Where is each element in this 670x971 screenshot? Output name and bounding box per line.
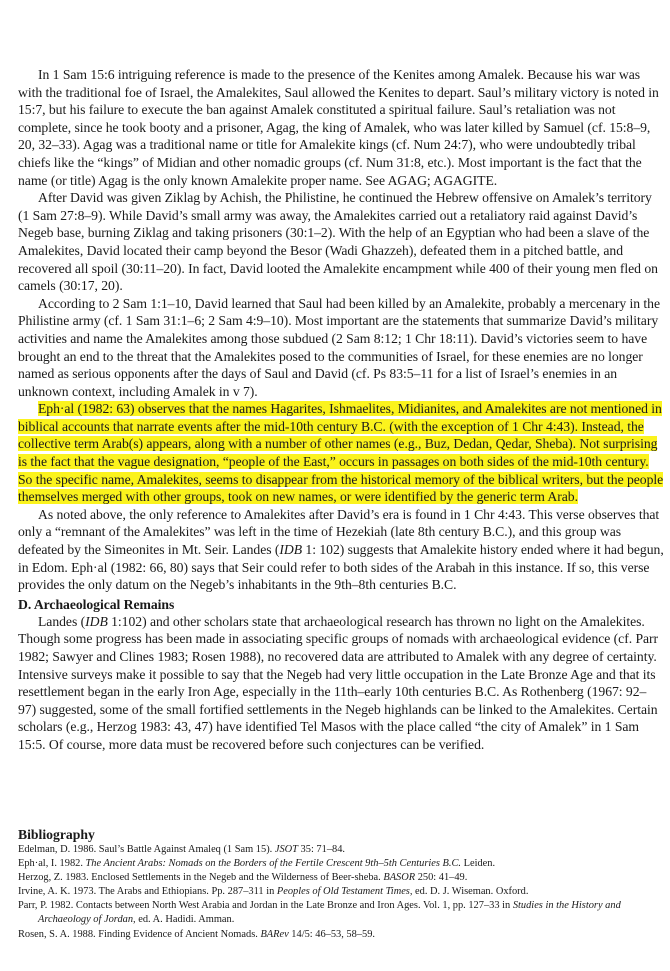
bibliography-section <box>18 826 668 942</box>
paragraph-highlighted-ephal <box>18 400 664 506</box>
text-span: As noted above, the only reference to Amalekites after David’s era is found in 1 Chr 4:43. This verse observes that only a “remnant of the Amalekites” was left in the time of Hezekiah (late 8th century <box>18 506 660 540</box>
text-span: As Rothenberg (1967: 92–97) suggested, some of the small fortified settlements in the Negeb highlands can be linked to the Amalekites. Certain scholars (e.g., Herzog 1983: 43, 47) have identified Tel Masos with the place called “the city of Amalek” in 1 Sam 15:5. Of course, more data must be recovered before such conjectures can be verified. <box>18 684 658 752</box>
bib-entry-irvine <box>18 885 668 899</box>
text-span: 1:102) and other scholars state that archaeological research has thrown no light on the Amalekites. Though some progress has been made in associating specific groups of nomads with archaeological evidence (cf. Parr 1982; Sawyer and Clines 1983; Rosen 1988), no recovered data are attributed to Amalek with any degree of certainty. Intensive surveys make it possible to say that the Negeb had very little occupation in the Late Bronze Age and that its resettlement began in the early Iron Age, especially in the 11th–early 10th centuries <box>18 613 659 700</box>
text-span: Eph·al, I. 1982. <box>18 858 86 870</box>
journal-title: BARev <box>260 928 289 940</box>
text-span: Rosen, S. A. 1988. Finding Evidence of Ancient Nomads. <box>18 928 261 940</box>
book-title: The Ancient Arabs: Nomads on the Borders of the Fertile Crescent 9th–5th Centuries B.C. <box>85 858 462 870</box>
text-span: ), and this group was defeated by the Simeonites in Mt. Seir. Landes ( <box>18 524 622 558</box>
article-body <box>18 66 664 754</box>
era-abbrev: B.C. <box>360 418 386 434</box>
idb-abbrev: IDB <box>85 613 108 629</box>
text-span: 250: 41–49. <box>415 872 468 884</box>
idb-abbrev: IDB <box>279 542 303 558</box>
paragraph-kenites: In 1 Sam 15:6 intriguing reference is made to the presence of the Kenites among Amalek. Because his war was with the traditional foe of Israel, the Amalekites, Saul allowed the Kenites to depart. Saul’s military victory is noted in 15:7, but his failure to execute the ban against Amalek constituted a spiritual failure. Saul’s retaliation was not complete, since he took booty and a prisoner, Agag, the king of Amalek, who was later killed by Samuel (cf. 15:8–9, 20, 32–33). Agag was a traditional name or title for Amalekite kings (cf. Num 24:7), who were undoubtedly tribal chiefs like the “kings” of Midian and other nomadic groups (cf. Num 31:8, etc.). Most important is the fact that the name (or title) Agag is the only known Amalekite proper name. See AGAG; AGAGITE. <box>18 67 659 188</box>
era-abbrev: B.C. <box>482 524 508 540</box>
text-span: 1: 102) suggests that Amalekite history ended where it had begun, in Edom. Eph·al (1982: 66, 80) says that Seir could refer to both sides of the Arabah in this instance. If so, this verse provides the only datum on the Negeb’s inhabitants in the 9th–8th centuries <box>18 542 664 593</box>
bib-entry-rosen <box>18 928 668 942</box>
bib-entry-parr <box>18 899 668 927</box>
text-span: 14/5: 46–53, 58–59. <box>288 928 376 940</box>
paragraph-david-victories: According to 2 Sam 1:1–10, David learned that Saul had been killed by an Amalekite, probably a mercenary in the Philistine army (cf. 1 Sam 31:1–6; 2 Sam 4:9–10). Most important are the statements that summarize David’s military activities and name the Amalekites among those subdued (2 Sam 8:12; 1 Chr 18:11). David’s victories seem to have brought an end to the threat that the Amalekites posed to the communities of Israel, for these enemies are no longer named as serious opponents after the days of Saul and David (cf. Ps 83:5–11 for a list of Israel’s enemies in an unknown context, including Amalek in v 7). <box>18 295 660 399</box>
text-span: ed. D. J. Wiseman. Oxford. <box>412 886 529 898</box>
bibliography-heading: Bibliography <box>18 827 95 842</box>
journal-title: BASOR <box>383 872 416 884</box>
bib-entry-ephal <box>18 857 668 871</box>
text-span: Leiden. <box>461 858 496 870</box>
book-title: Studies in the History and Archaeology of Jordan, <box>38 900 621 926</box>
section-heading-archaeological: D. Archaeological Remains <box>18 596 175 612</box>
book-title: Peoples of Old Testament Times, <box>276 886 413 898</box>
journal-title: JSOT <box>274 844 298 855</box>
text-span: ed. A. Hadidi. Amman. <box>135 914 235 926</box>
text-span: Edelman, D. 1986. Saul’s Battle Against Amaleq (1 Sam 15). <box>18 844 275 855</box>
paragraph-ziklag: After David was given Ziklag by Achish, the Philistine, he continued the Hebrew offensive on Amalek’s territory (1 Sam 27:8–9). While David’s small army was away, the Amalekites carried out a retaliatory raid against David’s Negeb base, burning Ziklag and taking prisoners (30:1–2). With the help of an Egyptian who had been a slave of the Amalekites, David located their camp beyond the Besor (Wadi Ghazzeh), defeated them in a pitched battle, and recovered all spoil (30:11–20). In fact, David looted the Amalekite encampment while 400 of their young men fled on camels (30:17, 20). <box>18 190 658 294</box>
text-span: Irvine, A. K. 1973. The Arabs and Ethiopians. Pp. 287–311 in <box>18 886 277 898</box>
text-span: (with the exception of 1 Chr 4:43). Instead, the collective term Arab(s) appears, along with a number of other names (e.g., Buz, Dedan, Qedar, Sheba). Not surprising is the fact that the vague designation, “people of the East,” occurs in passages on both sides of the mid-10th century. So the specific name, Amalekites, seems to disappear from the historical memory of the biblical writers, but the people themselves merged with other groups, took on new names, or were identified by the generic term Arab. <box>18 418 664 505</box>
era-abbrev: B.C. <box>474 684 500 700</box>
text-span: Landes ( <box>38 613 86 629</box>
era-abbrev: B.C. <box>431 577 457 593</box>
paragraph-remnant <box>18 506 664 594</box>
text-span: Parr, P. 1982. Contacts between North West Arabia and Jordan in the Late Bronze and Iron Ages. Vol. 1, pp. 127–33 in <box>18 900 513 912</box>
text-span: 35: 71–84. <box>297 844 346 855</box>
text-span: Herzog, Z. 1983. Enclosed Settlements in the Negeb and the Wilderness of Beer-sheba. <box>18 872 384 884</box>
paragraph-archaeology <box>18 613 664 754</box>
text-span: Eph·al (1982: 63) observes that the names Hagarites, Ishmaelites, Midianites, and Amalekites are not mentioned in biblical accounts that narrate events after the mid-10th century <box>18 401 662 434</box>
bib-entry-edelman <box>18 843 668 857</box>
bib-entry-herzog <box>18 871 668 885</box>
highlight-text <box>18 401 663 504</box>
